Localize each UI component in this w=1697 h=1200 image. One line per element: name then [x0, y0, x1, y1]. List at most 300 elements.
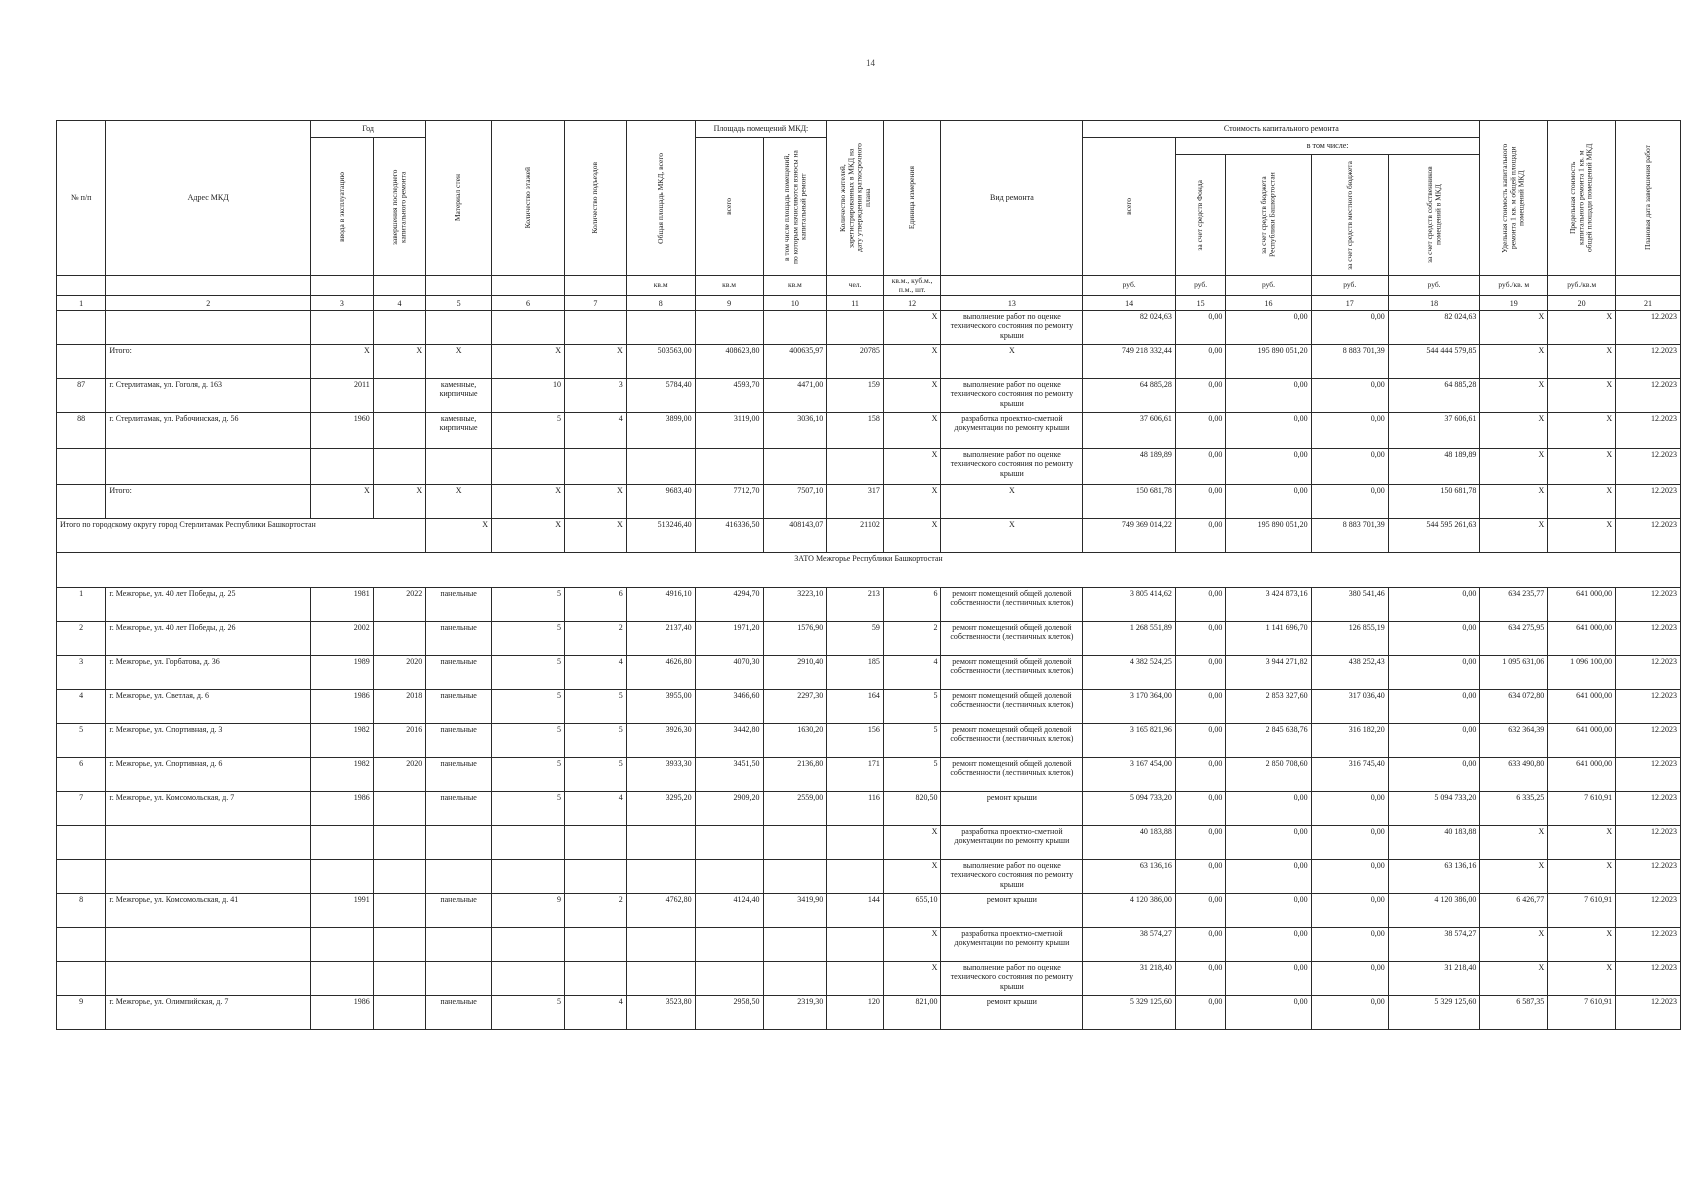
- table-cell: X: [1480, 449, 1548, 485]
- table-cell: 0,00: [1388, 690, 1480, 724]
- table-cell: 2: [565, 622, 627, 656]
- table-cell: 641 000,00: [1548, 622, 1616, 656]
- repair-type-cell: ремонт помещений общей долевой собственности (лестничных клеток): [941, 656, 1083, 690]
- table-cell: 4294,70: [695, 588, 763, 622]
- column-number-cell: 19: [1480, 296, 1548, 311]
- table-cell: 5: [492, 588, 565, 622]
- table-cell: 20785: [827, 345, 884, 379]
- repair-type-cell: ремонт помещений общей долевой собственности (лестничных клеток): [941, 724, 1083, 758]
- table-cell: 63 136,16: [1083, 860, 1176, 894]
- table-cell: 641 000,00: [1548, 724, 1616, 758]
- table-cell: 4: [883, 656, 941, 690]
- header-year-group: Год: [311, 121, 426, 138]
- units-row: [57, 276, 1681, 296]
- table-cell: [565, 311, 627, 345]
- table-cell: 158: [827, 413, 884, 449]
- table-cell: 7 610,91: [1548, 894, 1616, 928]
- address-cell: г. Межгорье, ул. Спортивная, д. 6: [106, 758, 311, 792]
- table-cell: 641 000,00: [1548, 690, 1616, 724]
- table-cell: 4916,10: [626, 588, 695, 622]
- table-cell: 0,00: [1175, 622, 1225, 656]
- address-cell: [106, 928, 311, 962]
- table-cell: 1 141 696,70: [1226, 622, 1311, 656]
- table-cell: [565, 860, 627, 894]
- table-cell: 185: [827, 656, 884, 690]
- header-no: № п/п: [57, 121, 106, 276]
- table-cell: 3: [565, 379, 627, 413]
- table-cell: X: [1480, 962, 1548, 996]
- table-cell: X: [883, 413, 941, 449]
- table-body-mezhgorye: [57, 588, 1681, 1030]
- table-cell: 416336,50: [695, 519, 763, 553]
- repair-type-cell: разработка проектно-сметной документации по ремонту крыши: [941, 928, 1083, 962]
- repair-type-cell: ремонт помещений общей долевой собственности (лестничных клеток): [941, 622, 1083, 656]
- table-cell: [763, 928, 827, 962]
- table-cell: [695, 826, 763, 860]
- table-cell: 12.2023: [1616, 449, 1681, 485]
- repair-type-cell: ремонт крыши: [941, 792, 1083, 826]
- table-cell: 1986: [311, 996, 374, 1030]
- header-cost-group: Стоимость капитального ремонта: [1083, 121, 1480, 138]
- table-cell: 2 850 708,60: [1226, 758, 1311, 792]
- table-cell: 2022: [373, 588, 425, 622]
- table-cell: 3523,80: [626, 996, 695, 1030]
- table-cell: [373, 379, 425, 413]
- table-cell: 5: [492, 724, 565, 758]
- table-cell: 48 189,89: [1083, 449, 1176, 485]
- table-cell: панельные: [426, 792, 492, 826]
- unit-cell: [57, 276, 106, 296]
- table-cell: 1991: [311, 894, 374, 928]
- address-cell: Итого:: [106, 485, 311, 519]
- table-cell: 0,00: [1226, 485, 1311, 519]
- table-cell: 0,00: [1226, 894, 1311, 928]
- table-cell: 5 094 733,20: [1388, 792, 1480, 826]
- table-row: [57, 311, 1681, 345]
- table-row: [57, 622, 1681, 656]
- table-cell: 0,00: [1226, 860, 1311, 894]
- table-cell: 7: [57, 792, 106, 826]
- table-cell: 126 855,19: [1311, 622, 1388, 656]
- table-cell: 12.2023: [1616, 928, 1681, 962]
- table-cell: 10: [492, 379, 565, 413]
- header-year-last-repair: завершения последнего капитального ремонта: [373, 138, 425, 276]
- table-cell: 1971,20: [695, 622, 763, 656]
- table-cell: 64 885,28: [1388, 379, 1480, 413]
- address-cell: г. Межгорье, ул. 40 лет Победы, д. 25: [106, 588, 311, 622]
- table-cell: X: [883, 519, 941, 553]
- table-cell: [695, 860, 763, 894]
- unit-cell: руб./кв. м: [1480, 276, 1548, 296]
- table-cell: 2319,30: [763, 996, 827, 1030]
- table-row: [57, 860, 1681, 894]
- table-cell: 317 036,40: [1311, 690, 1388, 724]
- table-cell: 0,00: [1175, 690, 1225, 724]
- table-cell: 195 890 051,20: [1226, 345, 1311, 379]
- table-cell: 316 182,20: [1311, 724, 1388, 758]
- table-cell: 3933,30: [626, 758, 695, 792]
- column-number-cell: 10: [763, 296, 827, 311]
- table-cell: 5: [883, 724, 941, 758]
- table-cell: 6 426,77: [1480, 894, 1548, 928]
- table-cell: 12.2023: [1616, 311, 1681, 345]
- table-cell: 3 165 821,96: [1083, 724, 1176, 758]
- table-cell: [626, 860, 695, 894]
- repair-type-cell: выполнение работ по оценке технического состояния по ремонту крыши: [941, 449, 1083, 485]
- table-cell: 5: [492, 758, 565, 792]
- table-cell: 6 335,25: [1480, 792, 1548, 826]
- table-cell: 408623,80: [695, 345, 763, 379]
- column-number-cell: 8: [626, 296, 695, 311]
- table-cell: 159: [827, 379, 884, 413]
- repair-type-cell: ремонт помещений общей долевой собственности (лестничных клеток): [941, 690, 1083, 724]
- table-cell: 2559,00: [763, 792, 827, 826]
- header-element-size: Единица измерения: [883, 121, 941, 276]
- table-cell: 2 853 327,60: [1226, 690, 1311, 724]
- unit-cell: [1616, 276, 1681, 296]
- repair-type-cell: X: [941, 345, 1083, 379]
- table-cell: 63 136,16: [1388, 860, 1480, 894]
- table-cell: панельные: [426, 724, 492, 758]
- table-cell: 0,00: [1175, 379, 1225, 413]
- table-cell: X: [426, 485, 492, 519]
- table-cell: [492, 962, 565, 996]
- table-cell: 0,00: [1175, 792, 1225, 826]
- table-cell: X: [941, 519, 1083, 553]
- table-cell: [373, 894, 425, 928]
- table-cell: 633 490,80: [1480, 758, 1548, 792]
- table-cell: X: [1480, 928, 1548, 962]
- header-floors: Количество этажей: [492, 121, 565, 276]
- table-cell: 2002: [311, 622, 374, 656]
- repair-type-cell: выполнение работ по оценке технического состояния по ремонту крыши: [941, 379, 1083, 413]
- repair-type-cell: ремонт помещений общей долевой собственности (лестничных клеток): [941, 758, 1083, 792]
- table-cell: 4626,80: [626, 656, 695, 690]
- header-cost-owners: за счет средств собственников помещений в МКД: [1388, 155, 1480, 276]
- table-cell: 7 610,91: [1548, 792, 1616, 826]
- table-cell: X: [1480, 413, 1548, 449]
- table-cell: [695, 962, 763, 996]
- table-cell: 641 000,00: [1548, 758, 1616, 792]
- table-cell: 0,00: [1311, 894, 1388, 928]
- column-number-cell: 13: [941, 296, 1083, 311]
- table-cell: 31 218,40: [1388, 962, 1480, 996]
- grand-total-row: [57, 519, 1681, 553]
- table-cell: [57, 860, 106, 894]
- table-cell: X: [565, 519, 627, 553]
- table-cell: 1989: [311, 656, 374, 690]
- table-cell: 0,00: [1311, 928, 1388, 962]
- table-cell: X: [883, 485, 941, 519]
- address-cell: г. Стерлитамак, ул. Рабочинская, д. 56: [106, 413, 311, 449]
- table-cell: X: [1548, 311, 1616, 345]
- table-cell: [373, 622, 425, 656]
- table-cell: 2016: [373, 724, 425, 758]
- address-cell: [106, 860, 311, 894]
- table-cell: 0,00: [1175, 345, 1225, 379]
- table-cell: 2: [57, 622, 106, 656]
- table-cell: [373, 449, 425, 485]
- table-cell: X: [883, 311, 941, 345]
- header-total-area: Общая площадь МКД, всего: [626, 121, 695, 276]
- header-residents: Количество жителей, зарегистрированных в МКД на дату утверждения краткосрочного плана: [827, 121, 884, 276]
- table-cell: 0,00: [1175, 928, 1225, 962]
- table-cell: 116: [827, 792, 884, 826]
- table-cell: 0,00: [1311, 962, 1388, 996]
- column-number-cell: 6: [492, 296, 565, 311]
- table-cell: 3926,30: [626, 724, 695, 758]
- table-cell: 12.2023: [1616, 690, 1681, 724]
- table-cell: [763, 826, 827, 860]
- header-cost-local: за счет средств местного бюджета: [1311, 155, 1388, 276]
- table-cell: [626, 311, 695, 345]
- table-cell: 3419,90: [763, 894, 827, 928]
- table-cell: [311, 449, 374, 485]
- table-cell: каменные, кирпичные: [426, 413, 492, 449]
- table-cell: 1: [57, 588, 106, 622]
- table-cell: 0,00: [1311, 449, 1388, 485]
- table-cell: 12.2023: [1616, 792, 1681, 826]
- table-cell: 195 890 051,20: [1226, 519, 1311, 553]
- table-cell: 12.2023: [1616, 485, 1681, 519]
- table-cell: 12.2023: [1616, 345, 1681, 379]
- table-cell: 8: [57, 894, 106, 928]
- table-cell: 171: [827, 758, 884, 792]
- table-cell: [763, 449, 827, 485]
- table-cell: 5: [492, 656, 565, 690]
- header-unit-cost: Удельная стоимость капитального ремонта 1 кв. м общей площади помещений МКД: [1480, 121, 1548, 276]
- unit-cell: кв.м: [626, 276, 695, 296]
- table-cell: 1 268 551,89: [1083, 622, 1176, 656]
- table-cell: 0,00: [1311, 413, 1388, 449]
- table-cell: 4070,30: [695, 656, 763, 690]
- table-cell: 12.2023: [1616, 758, 1681, 792]
- table-cell: 3 944 271,82: [1226, 656, 1311, 690]
- table-cell: 150 681,78: [1083, 485, 1176, 519]
- table-cell: 316 745,40: [1311, 758, 1388, 792]
- table-cell: 0,00: [1388, 758, 1480, 792]
- table-cell: панельные: [426, 656, 492, 690]
- table-cell: [492, 311, 565, 345]
- table-cell: 634 275,95: [1480, 622, 1548, 656]
- table-cell: [827, 860, 884, 894]
- table-row: [57, 962, 1681, 996]
- table-cell: 5784,40: [626, 379, 695, 413]
- table-cell: [373, 311, 425, 345]
- header-cost-total: всего: [1083, 138, 1176, 276]
- table-cell: панельные: [426, 758, 492, 792]
- table-cell: 513246,40: [626, 519, 695, 553]
- section-row: [57, 553, 1681, 588]
- table-cell: [426, 928, 492, 962]
- table-cell: 6: [565, 588, 627, 622]
- table-cell: 3442,80: [695, 724, 763, 758]
- table-cell: 40 183,88: [1388, 826, 1480, 860]
- table-cell: 12.2023: [1616, 656, 1681, 690]
- table-cell: [426, 860, 492, 894]
- table-cell: [373, 826, 425, 860]
- address-cell: г. Межгорье, ул. Комсомольская, д. 7: [106, 792, 311, 826]
- table-cell: [57, 826, 106, 860]
- table-cell: 12.2023: [1616, 724, 1681, 758]
- table-cell: X: [883, 379, 941, 413]
- column-number-cell: 2: [106, 296, 311, 311]
- table-cell: 4762,80: [626, 894, 695, 928]
- table-row: [57, 588, 1681, 622]
- table-cell: 2 845 638,76: [1226, 724, 1311, 758]
- table-cell: 31 218,40: [1083, 962, 1176, 996]
- table-cell: 21102: [827, 519, 884, 553]
- table-cell: 3451,50: [695, 758, 763, 792]
- table-cell: 0,00: [1311, 826, 1388, 860]
- address-cell: [106, 311, 311, 345]
- table-cell: 2: [565, 894, 627, 928]
- table-cell: 3223,10: [763, 588, 827, 622]
- table-cell: X: [1548, 928, 1616, 962]
- table-cell: 88: [57, 413, 106, 449]
- table-cell: [426, 962, 492, 996]
- table-cell: 0,00: [1175, 588, 1225, 622]
- header-wall-material: Материал стен: [426, 121, 492, 276]
- table-cell: 9683,40: [626, 485, 695, 519]
- table-cell: 8 883 701,39: [1311, 345, 1388, 379]
- header-cost-republic: за счет средств бюджета Республики Башкортостан: [1226, 155, 1311, 276]
- table-cell: X: [1548, 345, 1616, 379]
- table-row: [57, 690, 1681, 724]
- column-number-cell: 18: [1388, 296, 1480, 311]
- table-row: [57, 449, 1681, 485]
- table-cell: 4471,00: [763, 379, 827, 413]
- table-cell: 40 183,88: [1083, 826, 1176, 860]
- table-cell: X: [311, 345, 374, 379]
- table-cell: [565, 928, 627, 962]
- table-cell: [827, 928, 884, 962]
- table-cell: [311, 928, 374, 962]
- address-cell: г. Межгорье, ул. Олимпийская, д. 7: [106, 996, 311, 1030]
- column-number-cell: 15: [1175, 296, 1225, 311]
- table-cell: 0,00: [1226, 962, 1311, 996]
- table-cell: 544 595 261,63: [1388, 519, 1480, 553]
- repair-type-cell: выполнение работ по оценке технического состояния по ремонту крыши: [941, 311, 1083, 345]
- table-cell: [57, 311, 106, 345]
- table-cell: 5: [492, 996, 565, 1030]
- table-cell: 0,00: [1175, 519, 1225, 553]
- address-cell: г. Межгорье, ул. 40 лет Победы, д. 26: [106, 622, 311, 656]
- table-row: [57, 413, 1681, 449]
- table-cell: 0,00: [1388, 656, 1480, 690]
- table-cell: 4: [565, 656, 627, 690]
- table-row: [57, 792, 1681, 826]
- unit-cell: руб.: [1311, 276, 1388, 296]
- table-cell: 4: [565, 996, 627, 1030]
- table-cell: [492, 826, 565, 860]
- table-row: [57, 379, 1681, 413]
- table-cell: [827, 826, 884, 860]
- column-number-cell: 16: [1226, 296, 1311, 311]
- table-cell: 48 189,89: [1388, 449, 1480, 485]
- table-cell: 2011: [311, 379, 374, 413]
- table-cell: 0,00: [1175, 656, 1225, 690]
- unit-cell: руб./кв.м: [1548, 276, 1616, 296]
- table-cell: X: [492, 485, 565, 519]
- table-row: [57, 894, 1681, 928]
- table-cell: 0,00: [1226, 996, 1311, 1030]
- table-cell: 37 606,61: [1083, 413, 1176, 449]
- table-cell: панельные: [426, 690, 492, 724]
- table-cell: [492, 449, 565, 485]
- unit-cell: кв.м., куб.м., п.м., шт.: [883, 276, 941, 296]
- table-cell: [373, 962, 425, 996]
- table-cell: 6: [57, 758, 106, 792]
- table-cell: 12.2023: [1616, 962, 1681, 996]
- table-cell: [426, 311, 492, 345]
- table-cell: [626, 962, 695, 996]
- table-cell: 3 805 414,62: [1083, 588, 1176, 622]
- table-cell: 5: [492, 622, 565, 656]
- table-cell: 7 610,91: [1548, 996, 1616, 1030]
- table-cell: 0,00: [1311, 996, 1388, 1030]
- table-cell: 12.2023: [1616, 622, 1681, 656]
- table-cell: X: [1548, 485, 1616, 519]
- header-premises-group: Площадь помещений МКД:: [695, 121, 827, 138]
- table-cell: 0,00: [1388, 588, 1480, 622]
- table-row: [57, 656, 1681, 690]
- column-number-cell: 21: [1616, 296, 1681, 311]
- table-row: [57, 996, 1681, 1030]
- table-cell: 0,00: [1311, 379, 1388, 413]
- table-cell: 1981: [311, 588, 374, 622]
- unit-cell: руб.: [1226, 276, 1311, 296]
- unit-cell: [373, 276, 425, 296]
- table-cell: 1 096 100,00: [1548, 656, 1616, 690]
- table-cell: 0,00: [1175, 826, 1225, 860]
- table-cell: 3036,10: [763, 413, 827, 449]
- table-cell: 4 382 524,25: [1083, 656, 1176, 690]
- table-cell: каменные, кирпичные: [426, 379, 492, 413]
- table-cell: [373, 928, 425, 962]
- table-cell: [763, 311, 827, 345]
- table-cell: 400635,97: [763, 345, 827, 379]
- column-number-cell: 17: [1311, 296, 1388, 311]
- table-cell: [827, 311, 884, 345]
- table-row: [57, 724, 1681, 758]
- table-cell: 0,00: [1175, 311, 1225, 345]
- unit-cell: руб.: [1083, 276, 1176, 296]
- header-cost-incl: в том числе:: [1175, 138, 1479, 155]
- unit-cell: [106, 276, 311, 296]
- table-cell: 5: [492, 690, 565, 724]
- table-cell: 3: [57, 656, 106, 690]
- table-cell: X: [565, 485, 627, 519]
- table-cell: 3899,00: [626, 413, 695, 449]
- table-cell: X: [883, 826, 941, 860]
- table-cell: [373, 792, 425, 826]
- table-cell: X: [1548, 860, 1616, 894]
- table-cell: [311, 311, 374, 345]
- table-cell: 87: [57, 379, 106, 413]
- table-cell: 641 000,00: [1548, 588, 1616, 622]
- address-cell: Итого:: [106, 345, 311, 379]
- table-cell: [311, 860, 374, 894]
- table-cell: 12.2023: [1616, 379, 1681, 413]
- table-cell: 38 574,27: [1083, 928, 1176, 962]
- table-cell: 0,00: [1175, 724, 1225, 758]
- table-cell: 9: [57, 996, 106, 1030]
- table-cell: 749 218 332,44: [1083, 345, 1176, 379]
- table-cell: X: [492, 345, 565, 379]
- column-number-cell: 5: [426, 296, 492, 311]
- table-cell: 0,00: [1175, 485, 1225, 519]
